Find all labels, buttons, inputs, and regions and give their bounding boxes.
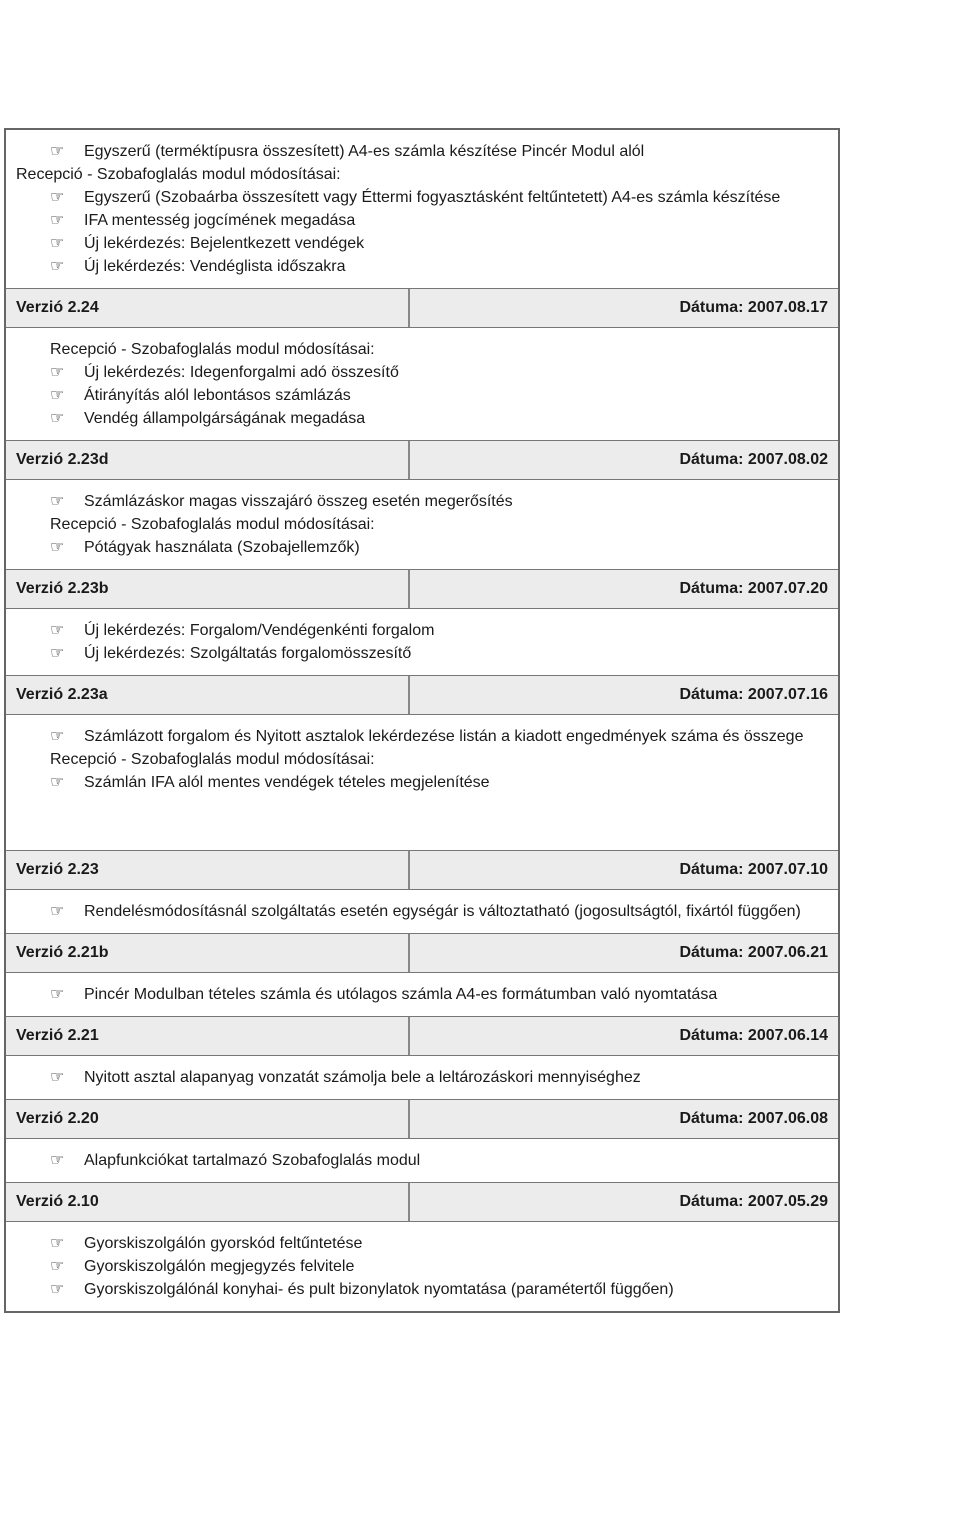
- change-item: [50, 1278, 828, 1301]
- version-header: [6, 1017, 838, 1056]
- pointing-hand-icon: ☞: [50, 539, 65, 556]
- change-item: [50, 186, 828, 209]
- change-item: [50, 642, 828, 665]
- version-date: Dátuma: 2007.06.14: [679, 1027, 828, 1044]
- version-date: Dátuma: 2007.07.16: [679, 686, 828, 703]
- change-item: [50, 490, 828, 513]
- line-text: Recepció - Szobafoglalás modul módosításai:: [50, 751, 375, 768]
- change-item: [50, 361, 828, 384]
- pointing-hand-icon: ☞: [50, 1235, 65, 1252]
- pointing-hand-icon: ☞: [50, 622, 65, 639]
- line-text: Átirányítás alól lebontásos számlázás: [84, 387, 351, 404]
- line-text: Rendelésmódosításnál szolgáltatás esetén egységár is változtatható (jogosultságtól, fixártól függően): [84, 903, 801, 920]
- version-header: [6, 1100, 838, 1139]
- change-item: [50, 900, 828, 923]
- version-date: Dátuma: 2007.07.20: [679, 580, 828, 597]
- pointing-hand-icon: ☞: [50, 493, 65, 510]
- version-label: Verzió 2.20: [6, 1100, 410, 1138]
- line-text: Nyitott asztal alapanyag vonzatát számolja bele a leltározáskori mennyiséghez: [84, 1069, 641, 1086]
- version-header: [6, 676, 838, 715]
- change-list: [6, 890, 838, 934]
- line-text: Új lekérdezés: Forgalom/Vendégenkénti forgalom: [84, 622, 435, 639]
- line-text: Egyszerű (Szobaárba összesített vagy Éttermi fogyasztásként feltűntetett) A4-es számla készítése: [84, 189, 781, 206]
- pointing-hand-icon: ☞: [50, 1152, 65, 1169]
- line-text: Pótágyak használata (Szobajellemzők): [84, 539, 360, 556]
- version-label: Verzió 2.23a: [6, 676, 410, 714]
- line-text: Recepció - Szobafoglalás modul módosításai:: [50, 516, 375, 533]
- change-item: [50, 255, 828, 278]
- pointing-hand-icon: ☞: [50, 986, 65, 1003]
- line-text: Egyszerű (terméktípusra összesített) A4-es számla készítése Pincér Modul alól: [84, 143, 645, 160]
- version-date: Dátuma: 2007.06.08: [679, 1110, 828, 1127]
- change-item: [50, 725, 828, 748]
- module-heading: [16, 163, 828, 186]
- line-text: Alapfunkciókat tartalmazó Szobafoglalás modul: [84, 1152, 421, 1169]
- pointing-hand-icon: ☞: [50, 645, 65, 662]
- line-text: Gyorskiszolgálónál konyhai- és pult bizonylatok nyomtatása (paramétertől függően): [84, 1281, 674, 1298]
- change-item: [50, 209, 828, 232]
- pointing-hand-icon: ☞: [50, 1281, 65, 1298]
- version-header: [6, 934, 838, 973]
- change-list: [6, 1056, 838, 1100]
- version-label: Verzió 2.10: [6, 1183, 410, 1221]
- pointing-hand-icon: ☞: [50, 1258, 65, 1275]
- line-text: Recepció - Szobafoglalás modul módosításai:: [50, 341, 375, 358]
- version-label: Verzió 2.21b: [6, 934, 410, 972]
- version-header: [6, 441, 838, 480]
- change-item: [50, 232, 828, 255]
- change-item: [50, 384, 828, 407]
- version-date: Dátuma: 2007.05.29: [679, 1193, 828, 1210]
- change-list: [6, 1222, 838, 1311]
- line-text: Számlázott forgalom és Nyitott asztalok lekérdezése listán a kiadott engedmények száma és összege: [84, 728, 804, 745]
- line-text: Új lekérdezés: Idegenforgalmi adó összesítő: [84, 364, 399, 381]
- change-list: [6, 130, 838, 289]
- line-text: Új lekérdezés: Bejelentkezett vendégek: [84, 235, 365, 252]
- line-text: Pincér Modulban tételes számla és utólagos számla A4-es formátumban való nyomtatása: [84, 986, 718, 1003]
- pointing-hand-icon: ☞: [50, 410, 65, 427]
- pointing-hand-icon: ☞: [50, 387, 65, 404]
- change-item: [50, 1255, 828, 1278]
- version-label: Verzió 2.23d: [6, 441, 410, 479]
- pointing-hand-icon: ☞: [50, 212, 65, 229]
- version-date: Dátuma: 2007.07.10: [679, 861, 828, 878]
- version-header: [6, 851, 838, 890]
- version-label: Verzió 2.23b: [6, 570, 410, 608]
- line-text: Gyorskiszolgálón megjegyzés felvitele: [84, 1258, 355, 1275]
- pointing-hand-icon: ☞: [50, 903, 65, 920]
- change-item: [50, 140, 828, 163]
- change-item: [50, 1232, 828, 1255]
- line-text: Recepció - Szobafoglalás modul módosításai:: [16, 166, 341, 183]
- change-item: [50, 619, 828, 642]
- pointing-hand-icon: ☞: [50, 1069, 65, 1086]
- version-date: Dátuma: 2007.08.02: [679, 451, 828, 468]
- version-header: [6, 570, 838, 609]
- module-heading: [50, 513, 828, 536]
- line-text: IFA mentesség jogcímének megadása: [84, 212, 356, 229]
- pointing-hand-icon: ☞: [50, 189, 65, 206]
- version-header: [6, 1183, 838, 1222]
- pointing-hand-icon: ☞: [50, 728, 65, 745]
- version-header: [6, 289, 838, 328]
- line-text: Új lekérdezés: Vendéglista időszakra: [84, 258, 346, 275]
- change-item: [50, 1149, 828, 1172]
- change-list: [6, 328, 838, 441]
- version-label: Verzió 2.21: [6, 1017, 410, 1055]
- pointing-hand-icon: ☞: [50, 364, 65, 381]
- module-heading: [50, 338, 828, 361]
- change-item: [50, 1066, 828, 1089]
- line-text: Számlázáskor magas visszajáró összeg esetén megerősítés: [84, 493, 513, 510]
- line-text: Számlán IFA alól mentes vendégek tételes megjelenítése: [84, 774, 490, 791]
- version-date: Dátuma: 2007.08.17: [679, 299, 828, 316]
- change-list: [6, 1139, 838, 1183]
- pointing-hand-icon: ☞: [50, 258, 65, 275]
- pointing-hand-icon: ☞: [50, 235, 65, 252]
- change-item: [50, 771, 828, 794]
- change-item: [50, 536, 828, 559]
- line-text: Vendég állampolgárságának megadása: [84, 410, 366, 427]
- module-heading: [50, 748, 828, 771]
- change-list: [6, 480, 838, 570]
- change-list: [6, 609, 838, 676]
- change-list: [6, 715, 838, 851]
- version-date: Dátuma: 2007.06.21: [679, 944, 828, 961]
- pointing-hand-icon: ☞: [50, 774, 65, 791]
- version-label: Verzió 2.24: [6, 289, 410, 327]
- change-item: [50, 983, 828, 1006]
- pointing-hand-icon: ☞: [50, 143, 65, 160]
- line-text: Új lekérdezés: Szolgáltatás forgalomösszesítő: [84, 645, 412, 662]
- changelog-document: [4, 128, 840, 1313]
- change-item: [50, 407, 828, 430]
- version-label: Verzió 2.23: [6, 851, 410, 889]
- change-list: [6, 973, 838, 1017]
- line-text: Gyorskiszolgálón gyorskód feltűntetése: [84, 1235, 363, 1252]
